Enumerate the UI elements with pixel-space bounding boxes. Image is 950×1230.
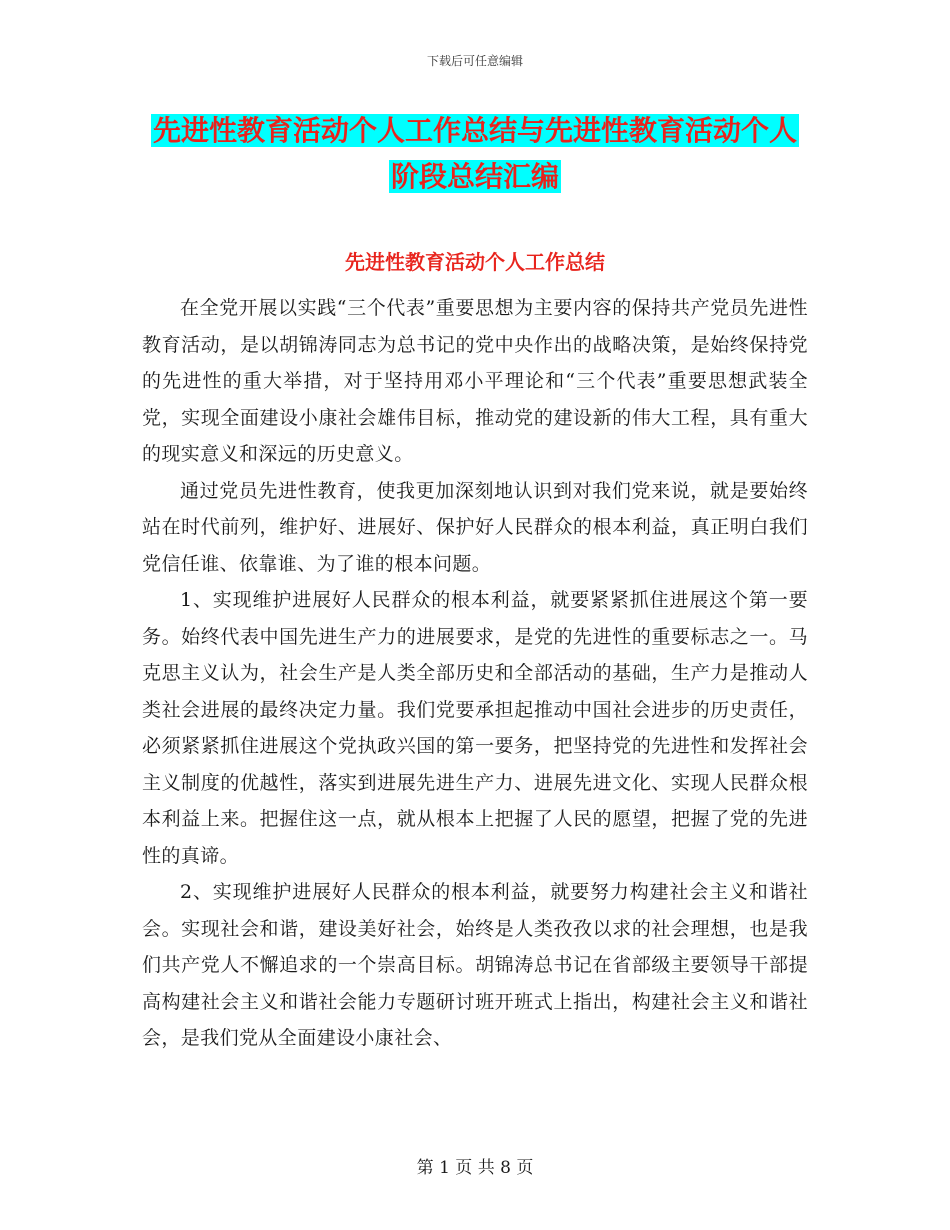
paragraph-2: 通过党员先进性教育，使我更加深刻地认识到对我们党来说，就是要始终站在时代前列，维护好、进展好、保护好人民群众的根本利益，真正明白我们党信任谁、依靠谁、为了谁的根本问题。	[142, 479, 808, 575]
title-line-2: 阶段总结汇编	[390, 160, 559, 193]
document-title	[0, 108, 950, 200]
document-body	[142, 290, 808, 1057]
section-title: 先进性教育活动个人工作总结	[345, 250, 605, 274]
page-footer: 第 1 页 共 8 页	[416, 1158, 534, 1178]
paragraph-1: 在全党开展以实践“三个代表”重要思想为主要内容的保持共产党员先进性教育活动，是以胡锦涛同志为总书记的党中央作出的战略决策，是始终保持党的先进性的重大举措，对于坚持用邓小平理论和“三个代表”重要思想武装全党，实现全面建设小康社会雄伟目标，推动党的建设新的伟大工程，具有重大的现实意义和深远的历史意义。	[142, 297, 808, 465]
title-line-1: 先进性教育活动个人工作总结与先进性教育活动个人	[152, 114, 797, 147]
paragraph-4: 2、实现维护进展好人民群众的根本利益，就要努力构建社会主义和谐社会。实现社会和谐，建设美好社会，始终是人类孜孜以求的社会理想，也是我们共产党人不懈追求的一个崇高目标。胡锦涛总书记在省部级主要领导干部提高构建社会主义和谐社会能力专题研讨班开班式上指出，构建社会主义和谐社会，是我们党从全面建设小康社会、	[142, 881, 808, 1049]
page-header: 下载后可任意编辑	[426, 54, 523, 68]
paragraph-3: 1、实现维护进展好人民群众的根本利益，就要紧紧抓住进展这个第一要务。始终代表中国先进生产力的进展要求，是党的先进性的重要标志之一。马克思主义认为，社会生产是人类全部历史和全部活动的基础，生产力是推动人类社会进展的最终决定力量。我们党要承担起推动中国社会进步的历史责任，必须紧紧抓住进展这个党执政兴国的第一要务，把坚持党的先进性和发挥社会主义制度的优越性，落实到进展先进生产力、进展先进文化、实现人民群众根本利益上来。把握住这一点，就从根本上把握了人民的愿望，把握了党的先进性的真谛。	[142, 589, 808, 867]
